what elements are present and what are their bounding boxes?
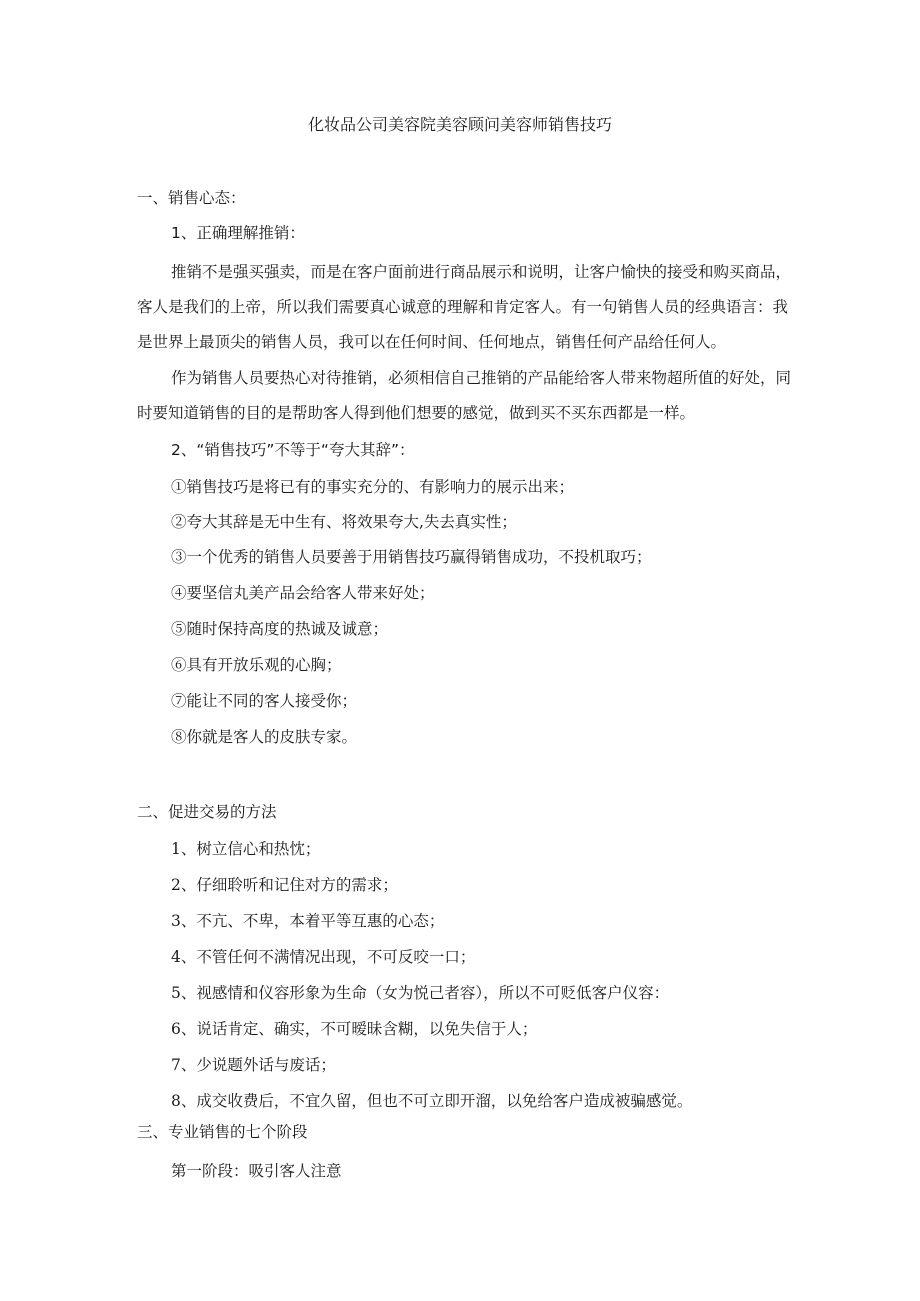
section-heading-2: 二、促进交易的方法 bbox=[137, 803, 277, 821]
paragraph-line: 作为销售人员要热心对待推销，必须相信自己推销的产品能给客人带来物超所值的好处，同 bbox=[171, 369, 792, 387]
page-title: 化妆品公司美容院美容顾问美容师销售技巧 bbox=[307, 115, 612, 134]
subsection-heading-1-2: 2、“销售技巧”不等于“夸大其辞”： bbox=[171, 441, 415, 459]
list-item: ③一个优秀的销售人员要善于用销售技巧赢得销售成功，不投机取巧； bbox=[171, 548, 652, 566]
list-item: 6、说话肯定、确实，不可暧昧含糊，以免失信于人； bbox=[171, 1020, 538, 1038]
list-item: ⑥具有开放乐观的心胸； bbox=[171, 656, 342, 674]
list-item: 2、仔细聆听和记住对方的需求； bbox=[171, 876, 398, 894]
list-item: 7、少说题外话与废话； bbox=[171, 1056, 336, 1074]
list-item: ⑧你就是客人的皮肤专家。 bbox=[171, 728, 358, 746]
list-item: 1、树立信心和热忱； bbox=[171, 840, 321, 858]
paragraph-line: 时要知道销售的目的是帮助客人得到他们想要的感觉，做到买不买东西都是一样。 bbox=[137, 404, 696, 422]
paragraph-line: 推销不是强买强卖，而是在客户面前进行商品展示和说明，让客户愉快的接受和购买商品， bbox=[171, 263, 792, 281]
paragraph-line: 客人是我们的上帝，所以我们需要真心诚意的理解和肯定客人。有一句销售人员的经典语言：我 bbox=[137, 298, 789, 316]
list-item: 3、不亢、不卑，本着平等互惠的心态； bbox=[171, 912, 445, 930]
list-item: 5、视感情和仪容形象为生命（女为悦己者容），所以不可贬低客户仪容： bbox=[171, 984, 670, 1002]
list-item: 8、成交收费后，不宜久留，但也不可立即开溜，以免给客户造成被骗感觉。 bbox=[171, 1092, 693, 1110]
list-item: 4、不管任何不满情况出现，不可反咬一口； bbox=[171, 948, 476, 966]
list-item: ①销售技巧是将已有的事实充分的、有影响力的展示出来； bbox=[171, 478, 575, 496]
section-heading-1: 一、销售心态： bbox=[137, 189, 246, 207]
paragraph-line: 是世界上最顶尖的销售人员，我可以在任何时间、任何地点，销售任何产品给任何人。 bbox=[137, 333, 727, 351]
stage-heading-1: 第一阶段：吸引客人注意 bbox=[171, 1162, 342, 1180]
list-item: ⑦能让不同的客人接受你； bbox=[171, 692, 358, 710]
list-item: ⑤随时保持高度的热诚及诚意； bbox=[171, 620, 389, 638]
section-heading-3: 三、专业销售的七个阶段 bbox=[137, 1123, 308, 1141]
list-item: ④要坚信丸美产品会给客人带来好处； bbox=[171, 584, 435, 602]
subsection-heading-1-1: 1、正确理解推销： bbox=[171, 224, 305, 242]
list-item: ②夸大其辞是无中生有、将效果夸大,失去真实性； bbox=[171, 513, 517, 531]
